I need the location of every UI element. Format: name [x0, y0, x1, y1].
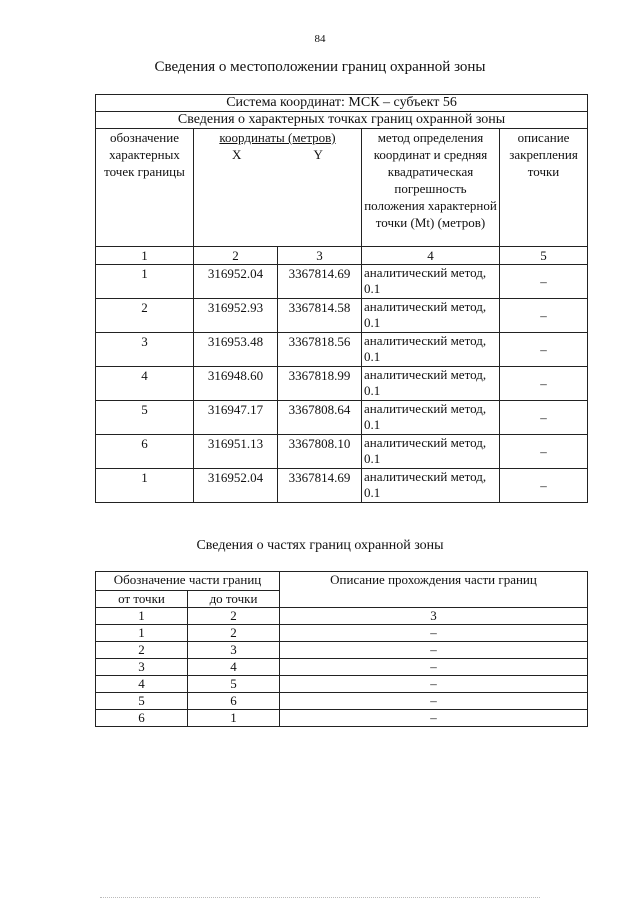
method: аналитический метод, 0.1 [362, 265, 500, 299]
col-number: 4 [362, 247, 500, 265]
to-point: 6 [188, 693, 280, 710]
point-id: 1 [96, 469, 194, 503]
coord-x: 316953.48 [194, 333, 278, 367]
part-desc: – [280, 625, 588, 642]
table-row [96, 693, 588, 710]
from-point: 2 [96, 642, 188, 659]
coord-x: 316947.17 [194, 401, 278, 435]
col-number: 1 [96, 608, 188, 625]
to-point: 3 [188, 642, 280, 659]
point-id: 2 [96, 299, 194, 333]
fixation-desc: – [500, 435, 588, 469]
method: аналитический метод, 0.1 [362, 299, 500, 333]
table-row [96, 299, 588, 333]
coord-y: 3367818.56 [278, 333, 362, 367]
table-row [96, 401, 588, 435]
method: аналитический метод, 0.1 [362, 435, 500, 469]
method: аналитический метод, 0.1 [362, 401, 500, 435]
column-number-row [96, 608, 588, 625]
part-desc: – [280, 693, 588, 710]
point-id: 4 [96, 367, 194, 401]
col-x-label: X [232, 147, 242, 162]
part-desc: – [280, 676, 588, 693]
fixation-desc: – [500, 333, 588, 367]
coord-y: 3367818.99 [278, 367, 362, 401]
point-id: 6 [96, 435, 194, 469]
from-point: 1 [96, 625, 188, 642]
col-number: 3 [278, 247, 362, 265]
to-point: 5 [188, 676, 280, 693]
coordinate-system-header: Система координат: МСК – субъект 56 [96, 95, 588, 112]
from-point: 3 [96, 659, 188, 676]
table-header-row [96, 112, 588, 129]
col-designation: Обозначение части границ [96, 572, 280, 591]
part-desc: – [280, 659, 588, 676]
boundary-parts-table [95, 571, 588, 727]
table-row [96, 265, 588, 299]
fixation-desc: – [500, 265, 588, 299]
fixation-desc: – [500, 401, 588, 435]
part-desc: – [280, 710, 588, 727]
col-point-designation: обозначение характерных точек границы [96, 129, 194, 247]
col-method: метод определения координат и средняя квадратическая погрешность положения характерной точки (Mt) (метров) [362, 129, 500, 247]
coord-x: 316951.13 [194, 435, 278, 469]
col-number: 5 [500, 247, 588, 265]
coord-y: 3367808.64 [278, 401, 362, 435]
fixation-desc: – [500, 367, 588, 401]
fixation-desc: – [500, 299, 588, 333]
column-number-row [96, 247, 588, 265]
col-from-point: от точки [96, 591, 188, 608]
section-title: Сведения о частях границ охранной зоны [196, 538, 444, 553]
table-row [96, 469, 588, 503]
from-point: 5 [96, 693, 188, 710]
col-number: 2 [188, 608, 280, 625]
col-coordinates [194, 129, 362, 247]
table-row [96, 435, 588, 469]
coordinates-label: координаты (метров) [219, 130, 336, 145]
to-point: 4 [188, 659, 280, 676]
table-row [96, 676, 588, 693]
col-y-label: Y [313, 147, 323, 162]
col-number: 1 [96, 247, 194, 265]
document-title: Сведения о местоположении границ охранной зоны [154, 59, 486, 75]
coord-x: 316952.93 [194, 299, 278, 333]
table-row [96, 710, 588, 727]
coord-x: 316952.04 [194, 265, 278, 299]
table-row [96, 333, 588, 367]
col-number: 2 [194, 247, 278, 265]
table-header-row [96, 95, 588, 112]
to-point: 1 [188, 710, 280, 727]
point-id: 3 [96, 333, 194, 367]
fixation-desc: – [500, 469, 588, 503]
column-header-row [96, 572, 588, 591]
boundary-points-table [95, 94, 588, 503]
method: аналитический метод, 0.1 [362, 367, 500, 401]
col-to-point: до точки [188, 591, 280, 608]
point-id: 5 [96, 401, 194, 435]
part-desc: – [280, 642, 588, 659]
points-info-header: Сведения о характерных точках границ охранной зоны [96, 112, 588, 129]
coord-x: 316948.60 [194, 367, 278, 401]
col-part-description: Описание прохождения части границ [280, 572, 588, 608]
coord-y: 3367814.69 [278, 265, 362, 299]
point-id: 1 [96, 265, 194, 299]
coord-x: 316952.04 [194, 469, 278, 503]
table-row [96, 642, 588, 659]
col-number: 3 [280, 608, 588, 625]
page-number: 84 [314, 33, 326, 45]
from-point: 4 [96, 676, 188, 693]
coord-y: 3367814.69 [278, 469, 362, 503]
method: аналитический метод, 0.1 [362, 333, 500, 367]
column-header-row [96, 129, 588, 247]
scan-artifact-line [100, 897, 540, 898]
to-point: 2 [188, 625, 280, 642]
table-row [96, 625, 588, 642]
coord-y: 3367814.58 [278, 299, 362, 333]
table-row [96, 367, 588, 401]
from-point: 6 [96, 710, 188, 727]
table-row [96, 659, 588, 676]
col-description: описание закрепления точки [500, 129, 588, 247]
coord-y: 3367808.10 [278, 435, 362, 469]
method: аналитический метод, 0.1 [362, 469, 500, 503]
